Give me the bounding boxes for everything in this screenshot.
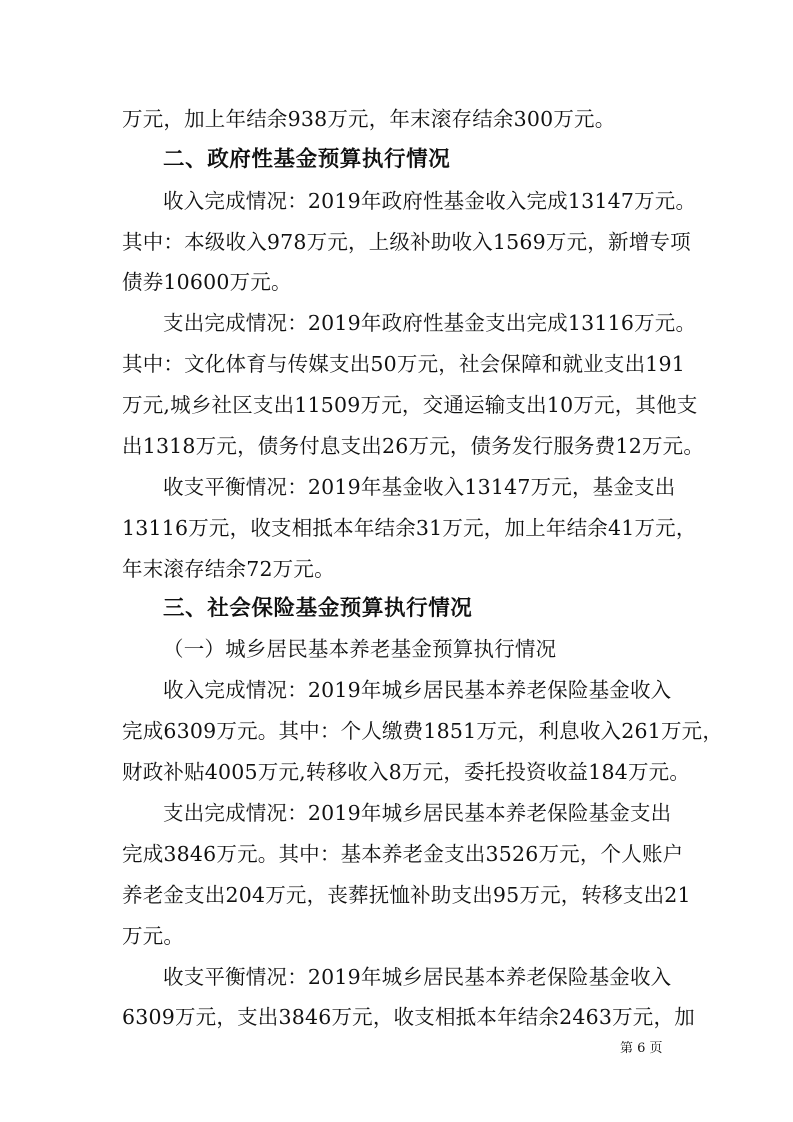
body-text-line: 养老金支出204万元，丧葬抚恤补助支出95万元，转移支出21 (122, 883, 691, 907)
body-text-line: 其中：本级收入978万元，上级补助收入1569万元，新增专项 (122, 230, 691, 254)
section-heading: 二、政府性基金预算执行情况 (163, 147, 451, 172)
body-text-line: 出1318万元，债务付息支出26万元，债务发行服务费12万元。 (122, 434, 705, 458)
paragraph-start-line: 收支平衡情况：2019年基金收入13147万元，基金支出 (163, 475, 676, 499)
paragraph-start-line: 收入完成情况：2019年政府性基金收入完成13147万元。 (163, 189, 697, 213)
body-text-line: 完成3846万元。其中：基本养老金支出3526万元，个人账户 (122, 842, 684, 866)
body-text-line: 年末滚存结余72万元。 (122, 557, 335, 581)
paragraph-start-line: 支出完成情况：2019年城乡居民基本养老保险基金支出 (163, 801, 672, 825)
section-heading: 三、社会保险基金预算执行情况 (163, 596, 473, 621)
paragraph-start-line: 收支平衡情况：2019年城乡居民基本养老保险基金收入 (163, 965, 672, 989)
subsection-heading: （一）城乡居民基本养老基金预算执行情况 (163, 637, 557, 661)
page-number: 第 6 页 (620, 1041, 663, 1056)
body-text-line: 万元,城乡社区支出11509万元，交通运输支出10万元，其他支 (122, 393, 698, 417)
paragraph-start-line: 支出完成情况：2019年政府性基金支出完成13116万元。 (163, 311, 697, 335)
body-text-line: 其中：文化体育与传媒支出50万元，社会保障和就业支出191 (122, 352, 686, 376)
body-text-line: 万元。 (122, 924, 185, 948)
body-text-line: 债券10600万元。 (122, 270, 292, 294)
paragraph-start-line: 收入完成情况：2019年城乡居民基本养老保险基金收入 (163, 678, 672, 702)
body-text-line: 万元，加上年结余938万元，年末滚存结余300万元。 (122, 107, 616, 131)
body-text-line: 13116万元，收支相抵本年结余31万元，加上年结余41万元， (122, 516, 697, 540)
body-text-line: 财政补贴4005万元,转移收入8万元，委托投资收益184万元。 (122, 760, 691, 784)
body-text-line: 完成6309万元。其中：个人缴费1851万元，利息收入261万元， (122, 719, 724, 743)
body-text-line: 6309万元，支出3846万元，收支相抵本年结余2463万元，加 (122, 1005, 695, 1029)
